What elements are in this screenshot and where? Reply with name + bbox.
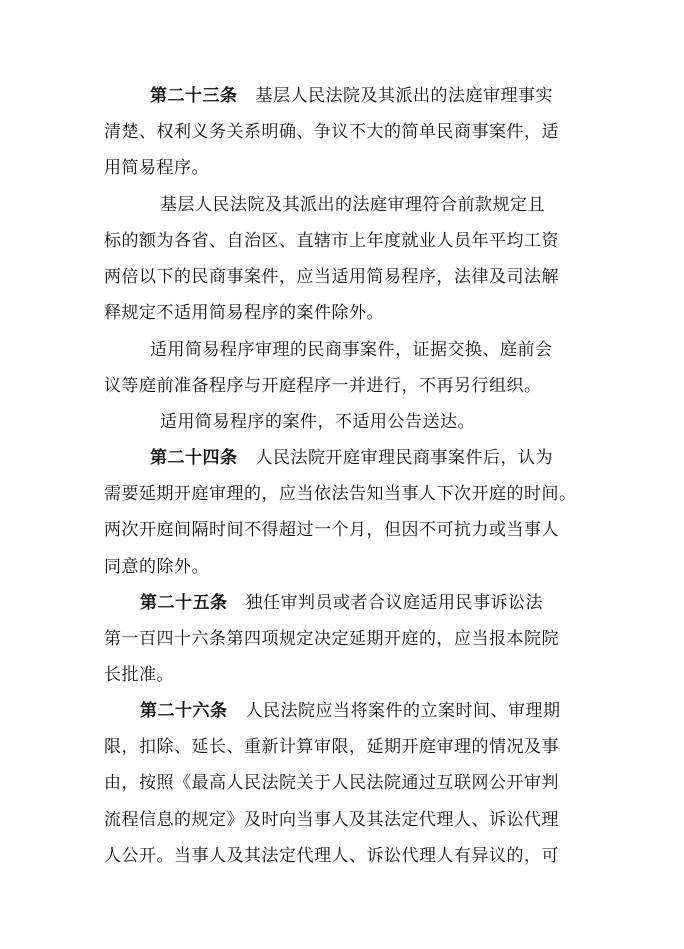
article-26-p1-l1: 人民法院应当将案件的立案时间、审理期 <box>245 701 561 721</box>
article-26-p1-l3: 由，按照《最高人民法院关于人民法院通过互联网公开审判 <box>104 773 559 793</box>
article-23-p2-l3: 两倍以下的民商事案件，应当适用简易程序，法律及司法解 <box>104 267 559 287</box>
article-23-line-9 <box>104 374 542 398</box>
article-26-line-3 <box>104 771 559 795</box>
article-25-title: 第二十五条 <box>140 593 228 613</box>
article-24-line-2 <box>104 482 577 506</box>
article-23-p2-l2: 标的额为各省、自治区、直辖市上年度就业人员年平均工资 <box>104 231 559 251</box>
article-25-p1-l2: 第一百四十六条第四项规定决定延期开庭的，应当报本院院 <box>104 629 559 649</box>
article-23-p1-l1: 基层人民法院及其派出的法庭审理事实 <box>255 86 553 106</box>
article-23-line-5 <box>104 229 559 253</box>
article-26-line-2 <box>104 735 559 759</box>
article-24-p1-l4: 同意的除外。 <box>104 557 209 577</box>
article-23-line-10 <box>160 410 475 434</box>
article-24-line-4 <box>104 555 209 579</box>
article-23-line-2 <box>104 120 559 144</box>
article-25-p1-l1: 独任审判员或者合议庭适用民事诉讼法 <box>245 593 543 613</box>
article-26-p1-l4: 流程信息的规定》及时向当事人及其法定代理人、诉讼代理 <box>104 810 559 830</box>
article-24-p1-l3: 两次开庭间隔时间不得超过一个月，但因不可抗力或当事人 <box>104 520 559 540</box>
article-26-line-5 <box>104 844 559 868</box>
article-23-line-1 <box>150 84 553 108</box>
article-25-line-2 <box>104 627 559 651</box>
article-26-title: 第二十六条 <box>140 701 228 721</box>
article-23-p3-l2: 议等庭前准备程序与开庭程序一并进行，不再另行组织。 <box>104 376 542 396</box>
article-26-p1-l2: 限，扣除、延长、重新计算审限，延期开庭审理的情况及事 <box>104 737 559 757</box>
article-25-p1-l3: 长批准。 <box>104 665 174 685</box>
article-24-line-1 <box>150 446 553 470</box>
article-25-line-1 <box>140 591 543 615</box>
article-24-line-3 <box>104 518 559 542</box>
article-23-line-4 <box>160 193 545 217</box>
article-26-line-4 <box>104 808 559 832</box>
article-23-p1-l3: 用简易程序。 <box>104 158 209 178</box>
article-25-line-3 <box>104 663 174 687</box>
article-24-p1-l1: 人民法院开庭审理民商事案件后，认为 <box>255 448 553 468</box>
article-23-p2-l4: 释规定不适用简易程序的案件除外。 <box>104 303 384 323</box>
article-23-p2-l1: 基层人民法院及其派出的法庭审理符合前款规定且 <box>160 195 545 215</box>
article-23-p3-l1: 适用简易程序审理的民商事案件，证据交换、庭前会 <box>150 340 553 360</box>
article-26-line-1 <box>140 699 561 723</box>
article-26-p1-l5: 人公开。当事人及其法定代理人、诉讼代理人有异议的，可 <box>104 846 559 866</box>
article-23-line-6 <box>104 265 559 289</box>
article-24-title: 第二十四条 <box>150 448 238 468</box>
article-23-p1-l2: 清楚、权利义务关系明确、争议不大的简单民商事案件，适 <box>104 122 559 142</box>
article-24-p1-l2: 需要延期开庭审理的，应当依法告知当事人下次开庭的时间。 <box>104 484 577 504</box>
article-23-line-8 <box>150 338 553 362</box>
article-23-p4-l1: 适用简易程序的案件，不适用公告送达。 <box>160 412 475 432</box>
article-23-title: 第二十三条 <box>150 86 238 106</box>
article-23-line-7 <box>104 301 384 325</box>
article-23-line-3 <box>104 156 209 180</box>
